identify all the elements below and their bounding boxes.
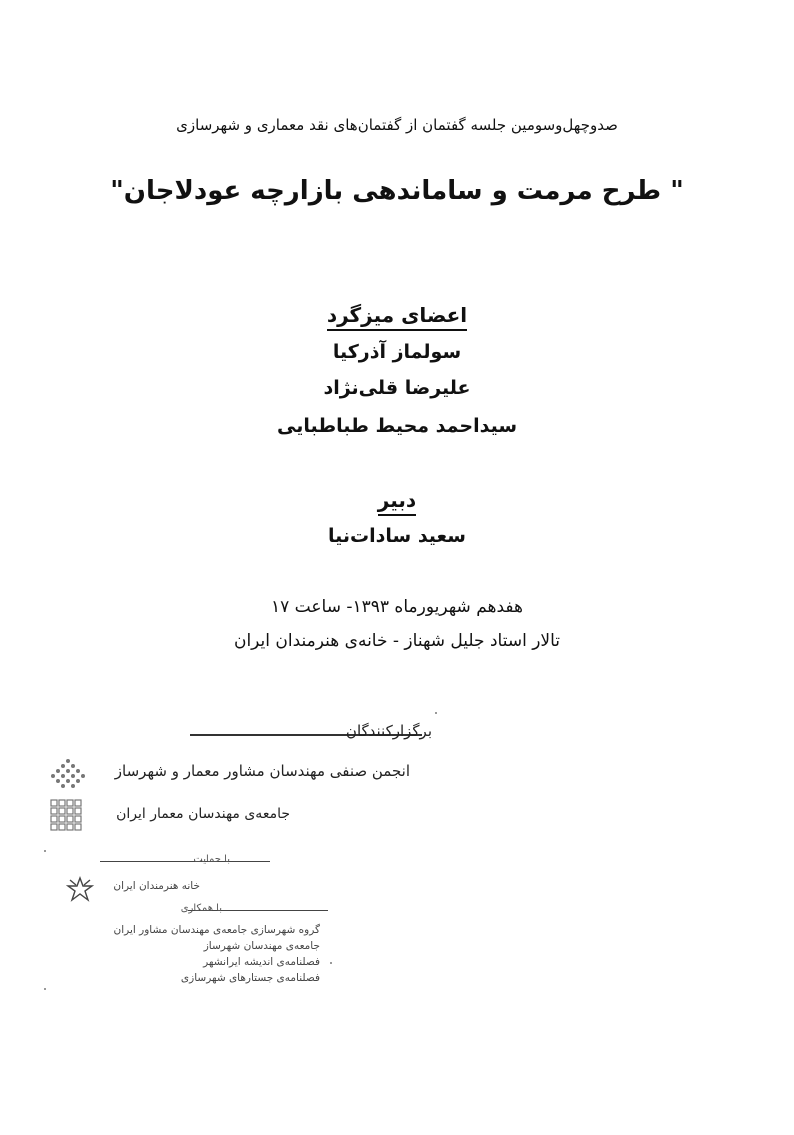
organizer-item: انجمن صنفی مهندسان مشاور معمار و شهرساز (114, 762, 410, 780)
cooperation-heading: با همکاری (180, 903, 222, 914)
panel-member: سولماز آذرکیا (332, 341, 462, 363)
moderator-name: سعید سادات‌نیا (328, 525, 466, 547)
moderator-heading-text: دبیر (378, 488, 416, 516)
panel-member: سیداحمد محیط طباطبایی (276, 415, 518, 437)
scan-speck (44, 988, 46, 990)
grid-dots-icon (50, 799, 82, 831)
support-rule (100, 861, 270, 862)
organizers-heading: برگزارکنندگان (345, 722, 432, 740)
panel-heading-text: اعضای میزگرد (327, 303, 467, 331)
cooperation-item: فصلنامه‌ی اندیشه ایرانشهر (203, 956, 320, 968)
cooperation-item: گروه شهرسازی جامعه‌ی مهندسان مشاور ایران (113, 924, 320, 936)
support-heading: با حمایت (193, 854, 230, 865)
panel-member: علیرضا قلی‌نژاد (323, 377, 471, 399)
cooperation-list (80, 922, 320, 986)
scan-speck (44, 850, 46, 852)
organizers-block (40, 700, 440, 1000)
cooperation-item: جامعه‌ی مهندسان شهرساز (203, 940, 320, 952)
moderator-heading (0, 488, 794, 512)
panel-heading (0, 303, 794, 327)
star-emblem-icon (66, 876, 94, 902)
diamond-lattice-icon (48, 756, 88, 790)
cooperation-item: فصلنامه‌ی جستارهای شهرسازی (180, 972, 320, 984)
support-item: خانه هنرمندان ایران (113, 880, 200, 892)
scan-speck (330, 962, 332, 964)
session-subtitle: صدوچهل‌وسومین جلسه گفتمان از گفتمان‌های نقد معماری و شهرسازی (176, 116, 618, 134)
document-title: " طرح مرمت و ساماندهی بازارچه عودلاجان" (110, 176, 684, 206)
event-venue: تالار استاد جلیل شهناز - خانه‌ی هنرمندان ایران (233, 631, 561, 651)
event-date-time: هفدهم شهریورماه ۱۳۹۳- ساعت ۱۷ (271, 597, 523, 617)
scan-speck (435, 712, 437, 714)
organizer-item: جامعه‌ی مهندسان معمار ایران (116, 806, 290, 822)
